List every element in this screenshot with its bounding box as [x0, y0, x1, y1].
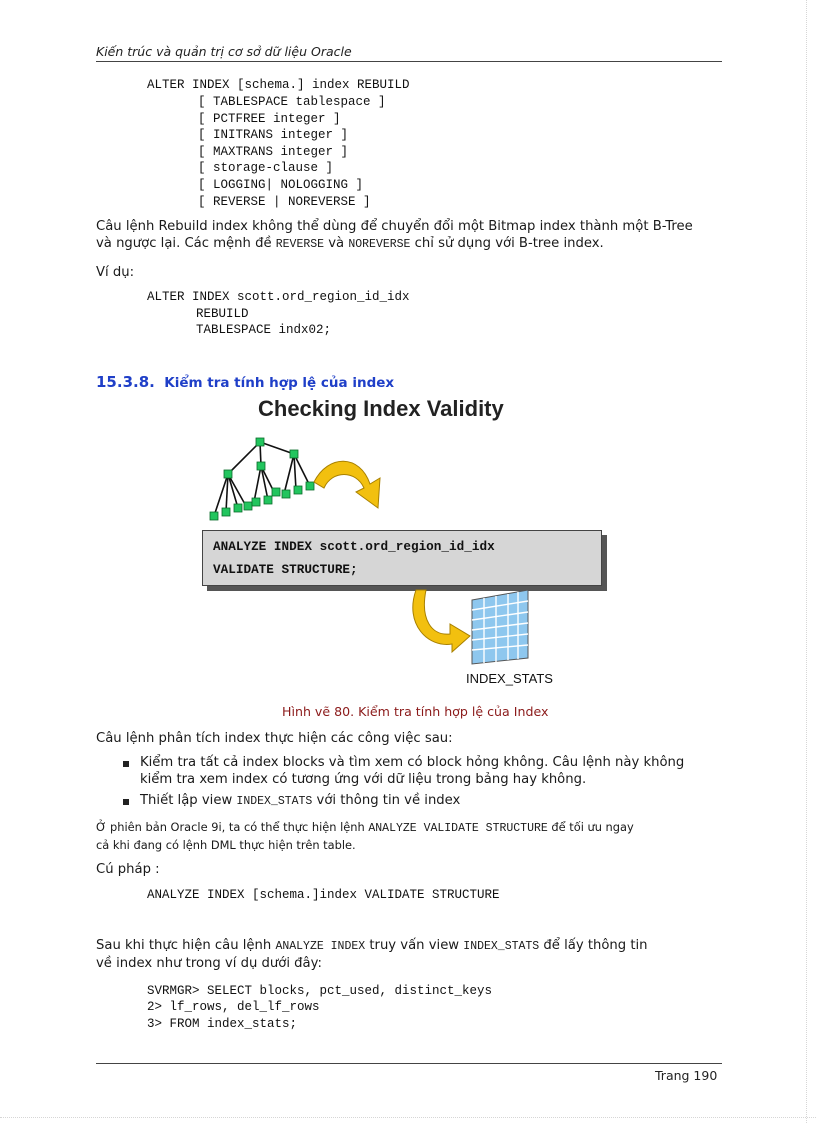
header-divider: [96, 61, 722, 62]
index-stats-table-icon: [472, 590, 528, 664]
page-edge-guide: [0, 1117, 816, 1118]
tree-node: [244, 502, 252, 510]
tree-node: [224, 470, 232, 478]
oracle9i-note: Ở phiên bản Oracle 9i, ta có thể thực hiện lệnh ANALYZE VALIDATE STRUCTURE để tối ưu ngay cả khi đang có lệnh DML thực hiện trên table.: [96, 820, 634, 852]
keyword-noreverse: NOREVERSE: [348, 238, 411, 251]
rebuild-syntax-line: ALTER INDEX [schema.] index REBUILD: [147, 78, 410, 92]
tree-node: [257, 462, 265, 470]
rebuild-syntax-line: [ REVERSE | NOREVERSE ]: [198, 195, 371, 209]
section-title: Kiểm tra tính hợp lệ của index: [164, 375, 395, 391]
page-number: Trang 190: [655, 1068, 718, 1083]
example-code-line: ALTER INDEX scott.ord_region_id_idx: [147, 290, 410, 304]
arrow-to-stats: [413, 590, 470, 652]
analyze-sql-box: [202, 530, 602, 586]
example-label: Ví dụ:: [96, 265, 135, 280]
keyword-analyze-index: ANALYZE INDEX: [275, 940, 366, 953]
rebuild-syntax-line: [ LOGGING| NOLOGGING ]: [198, 178, 364, 192]
rebuild-syntax-line: [ PCTFREE integer ]: [198, 112, 341, 126]
analyze-paragraph: Câu lệnh phân tích index thực hiện các công việc sau:: [96, 731, 453, 746]
tree-node: [252, 498, 260, 506]
query-line: SVRMGR> SELECT blocks, pct_used, distinct_keys: [147, 984, 493, 998]
index-tree-diagram: [200, 430, 420, 530]
tree-node: [222, 508, 230, 516]
index-stats-label: INDEX_STATS: [466, 671, 553, 686]
running-header: Kiến trúc và quản trị cơ sở dữ liệu Oracle: [96, 44, 352, 59]
figure-caption: Hình vẽ 80. Kiểm tra tính hợp lệ của Index: [282, 704, 549, 719]
keyword-index-stats-view: INDEX_STATS: [463, 940, 540, 953]
sql-line: VALIDATE STRUCTURE;: [213, 562, 358, 577]
bullet-marker: [123, 761, 129, 767]
rebuild-syntax-line: [ INITRANS integer ]: [198, 128, 349, 142]
arrow-to-sql: [314, 461, 380, 508]
query-line: 2> lf_rows, del_lf_rows: [147, 1000, 320, 1014]
bullet-item: Kiểm tra tất cả index blocks và tìm xem có block hỏng không. Câu lệnh này không kiểm tra xem index có tương ứng với dữ liệu trong bảng hay không.: [140, 755, 685, 787]
keyword-reverse: REVERSE: [275, 238, 325, 251]
after-paragraph: Sau khi thực hiện câu lệnh ANALYZE INDEX truy vấn view INDEX_STATS để lấy thông tin về index như trong ví dụ dưới đây:: [96, 938, 648, 971]
section-heading: [96, 373, 394, 391]
example-code-line: REBUILD: [196, 307, 249, 321]
keyword-analyze-validate: ANALYZE VALIDATE STRUCTURE: [368, 822, 548, 835]
tree-node: [210, 512, 218, 520]
tree-node: [294, 486, 302, 494]
analyze-syntax: ANALYZE INDEX [schema.]index VALIDATE STRUCTURE: [147, 888, 500, 902]
tree-node: [306, 482, 314, 490]
rebuild-syntax-line: [ TABLESPACE tablespace ]: [198, 95, 386, 109]
tree-node: [264, 496, 272, 504]
syntax-label: Cú pháp :: [96, 862, 160, 877]
page-edge-guide: [806, 0, 807, 1123]
stats-diagram: [400, 584, 550, 674]
footer-divider: [96, 1063, 722, 1064]
example-code-line: TABLESPACE indx02;: [196, 323, 332, 337]
query-line: 3> FROM index_stats;: [147, 1017, 298, 1031]
tree-node: [234, 504, 242, 512]
rebuild-paragraph: Câu lệnh Rebuild index không thể dùng để chuyển đổi một Bitmap index thành một B-Tree và ngược lại. Các mệnh đề REVERSE và NOREVERSE chỉ sử dụng với B-tree index.: [96, 219, 693, 251]
keyword-index-stats: INDEX_STATS: [236, 795, 313, 808]
tree-node: [290, 450, 298, 458]
bullet-marker: [123, 799, 129, 805]
tree-node: [282, 490, 290, 498]
tree-node: [272, 488, 280, 496]
sql-line: ANALYZE INDEX scott.ord_region_id_idx: [213, 539, 495, 554]
rebuild-syntax-line: [ MAXTRANS integer ]: [198, 145, 349, 159]
section-number: 15.3.8.: [96, 373, 155, 391]
bullet-item: Thiết lập view INDEX_STATS với thông tin về index: [140, 793, 461, 808]
figure-title: Checking Index Validity: [258, 396, 504, 421]
tree-node: [256, 438, 264, 446]
rebuild-syntax-line: [ storage-clause ]: [198, 161, 334, 175]
